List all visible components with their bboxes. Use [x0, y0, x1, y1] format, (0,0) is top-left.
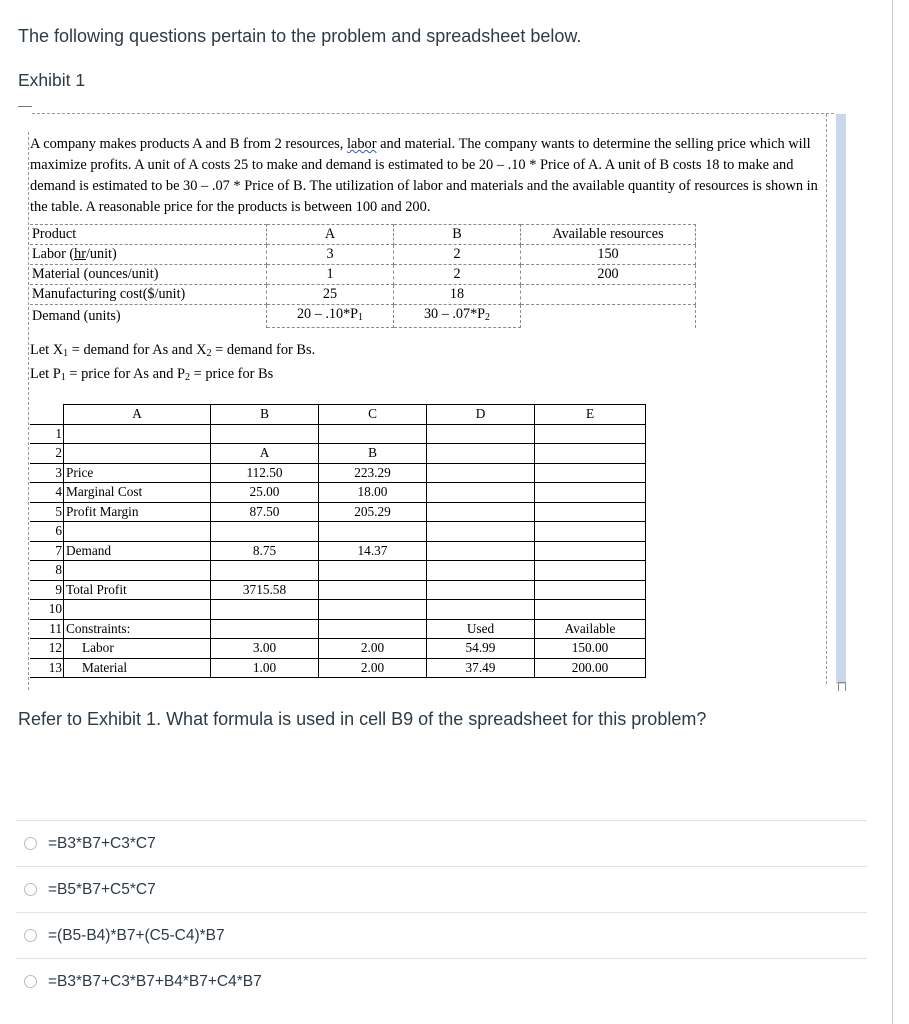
intro-text: The following questions pertain to the problem and spreadsheet below.: [18, 26, 582, 46]
answer-list: [16, 820, 867, 1004]
spreadsheet-row: [30, 619, 646, 639]
spreadsheet-row: [30, 444, 646, 464]
cell: [319, 580, 427, 600]
cell: 1.00: [211, 658, 319, 678]
cell: [535, 483, 646, 503]
cell: Labor: [64, 639, 211, 659]
cell: [64, 561, 211, 581]
radio-button-icon[interactable]: [24, 837, 37, 850]
cell: [427, 580, 535, 600]
let-line-p: [30, 366, 273, 383]
problem-text-after: and material. The company wants to determine the selling price which will maximize profits. A unit of A costs 25 to make and demand is estimated to be 20 – .10 * Price of A. A unit of B costs 18 to make and demand is estimated to be 30 – .07 * Price of B. The utilization of labor and materials and the available quantity of resources is shown in the table. A reasonable price for the products is between 100 and 200.: [30, 136, 818, 215]
demand-b-subscript: 2: [485, 312, 491, 323]
cell: 112.50: [211, 463, 319, 483]
cell: [319, 522, 427, 542]
let-text: Let X: [30, 342, 64, 358]
cell: [211, 561, 319, 581]
resource-cell: [521, 305, 696, 328]
resource-cell: Labor (hr/unit): [30, 245, 267, 265]
row-number: 13: [30, 658, 64, 678]
resource-cell: Demand (units): [30, 305, 267, 328]
resource-row-material: [30, 265, 696, 285]
cell: Profit Margin: [64, 502, 211, 522]
cell: Used: [427, 619, 535, 639]
row-number: 10: [30, 600, 64, 620]
cell: [319, 619, 427, 639]
let-sub: 1: [63, 348, 69, 359]
resource-cell: 2: [394, 245, 521, 265]
cell: 87.50: [211, 502, 319, 522]
cell: [427, 463, 535, 483]
spreadsheet-row: [30, 580, 646, 600]
radio-button-icon[interactable]: [24, 929, 37, 942]
cell: [427, 561, 535, 581]
problem-labor-word: labor: [346, 136, 377, 152]
radio-button-icon[interactable]: [24, 883, 37, 896]
cell: [535, 502, 646, 522]
row-number: 8: [30, 561, 64, 581]
spreadsheet-row: [30, 658, 646, 678]
cell: [427, 483, 535, 503]
column-header: C: [319, 405, 427, 425]
row-number: 12: [30, 639, 64, 659]
resource-cell-demand-a: [267, 305, 394, 328]
answer-label[interactable]: =B5*B7+C5*C7: [48, 880, 156, 898]
column-header: E: [535, 405, 646, 425]
resource-header-cell: Product: [30, 225, 267, 245]
resource-cell: 3: [267, 245, 394, 265]
let-sub: 2: [206, 348, 212, 359]
cell: [64, 522, 211, 542]
cell: 14.37: [319, 541, 427, 561]
exhibit-scroll-strip[interactable]: [836, 114, 846, 684]
resource-cell: 1: [267, 265, 394, 285]
cell: [427, 444, 535, 464]
resource-cell: [521, 285, 696, 305]
resource-cell: Material (ounces/unit): [30, 265, 267, 285]
let-text: = demand for As and X: [68, 342, 207, 358]
let-text: = price for Bs: [190, 366, 274, 382]
resource-table-header: [30, 225, 696, 245]
let-text: = price for As and P: [65, 366, 186, 382]
cell: Price: [64, 463, 211, 483]
row-number: 2: [30, 444, 64, 464]
let-text: Let P: [30, 366, 61, 382]
resource-cell: 200: [521, 265, 696, 285]
resource-row-labor: [30, 245, 696, 265]
column-header: B: [211, 405, 319, 425]
cell: [535, 600, 646, 620]
resource-row-demand: [30, 305, 696, 328]
demand-a-text: 20 – .10*P: [296, 306, 359, 322]
spreadsheet-header-row: [30, 405, 646, 425]
row-number: 6: [30, 522, 64, 542]
spreadsheet-row: [30, 463, 646, 483]
cell: [64, 600, 211, 620]
cell: [535, 424, 646, 444]
corner-cell: [30, 405, 64, 425]
answer-option[interactable]: [16, 866, 867, 912]
cell: [64, 424, 211, 444]
exhibit-image: [18, 106, 848, 690]
cell: [427, 424, 535, 444]
let-text: = demand for Bs.: [211, 342, 316, 358]
cell: [427, 522, 535, 542]
cell: Constraints:: [64, 619, 211, 639]
resource-cell-demand-b: [394, 305, 521, 328]
row-number: 5: [30, 502, 64, 522]
cell: Available: [535, 619, 646, 639]
cell: [211, 522, 319, 542]
cell: [535, 444, 646, 464]
problem-statement: [30, 134, 830, 218]
demand-b-text: 30 – .07*P: [423, 306, 486, 322]
row-number: 4: [30, 483, 64, 503]
cell: 200.00: [535, 658, 646, 678]
cell: 223.29: [319, 463, 427, 483]
column-header: D: [427, 405, 535, 425]
spreadsheet-row: [30, 502, 646, 522]
resize-handle-icon[interactable]: [838, 682, 846, 691]
page-right-border: [892, 0, 893, 1024]
cell: [427, 600, 535, 620]
row-number: 7: [30, 541, 64, 561]
cell: Material: [64, 658, 211, 678]
cell: B: [319, 444, 427, 464]
row-number: 3: [30, 463, 64, 483]
cell: [319, 600, 427, 620]
cell: [319, 424, 427, 444]
exhibit-left-border: [28, 132, 29, 690]
cell: [427, 541, 535, 561]
cell: A: [211, 444, 319, 464]
cell: [427, 502, 535, 522]
resource-cell: 25: [267, 285, 394, 305]
exhibit-top-border: [32, 113, 834, 114]
demand-a-subscript: 1: [358, 312, 364, 323]
cell: 37.49: [427, 658, 535, 678]
resource-cell: 18: [394, 285, 521, 305]
cell: [535, 522, 646, 542]
row-number: 1: [30, 424, 64, 444]
resource-header-cell: A: [267, 225, 394, 245]
row-number: 11: [30, 619, 64, 639]
exhibit-title: Exhibit 1: [18, 70, 86, 90]
cell: [535, 541, 646, 561]
exhibit-corner-mark: [18, 106, 32, 113]
let-sub: 2: [185, 372, 191, 383]
spreadsheet-row: [30, 561, 646, 581]
problem-text-before: A company makes products A and B from 2 resources,: [30, 136, 347, 152]
cell: 18.00: [319, 483, 427, 503]
resource-cell: 150: [521, 245, 696, 265]
column-header: A: [64, 405, 211, 425]
spreadsheet-row: [30, 600, 646, 620]
cell: 2.00: [319, 658, 427, 678]
answer-option[interactable]: [16, 912, 867, 958]
question-text: Refer to Exhibit 1. What formula is used in cell B9 of the spreadsheet for this problem?: [18, 709, 707, 729]
spreadsheet-row: [30, 541, 646, 561]
labor-unit-hr: hr: [74, 246, 86, 262]
answer-label[interactable]: =B3*B7+C3*C7: [48, 834, 156, 852]
cell: [64, 444, 211, 464]
cell: 3.00: [211, 639, 319, 659]
resource-table: [30, 224, 696, 328]
spreadsheet-row: [30, 639, 646, 659]
spreadsheet: [30, 404, 646, 678]
cell: 3715.58: [211, 580, 319, 600]
cell: [319, 561, 427, 581]
cell: 25.00: [211, 483, 319, 503]
answer-label[interactable]: =(B5-B4)*B7+(C5-C4)*B7: [48, 926, 225, 944]
resource-cell: 2: [394, 265, 521, 285]
let-line-x: [30, 342, 315, 359]
resource-cell: Manufacturing cost($/unit): [30, 285, 267, 305]
resource-header-cell: Available resources: [521, 225, 696, 245]
cell: 205.29: [319, 502, 427, 522]
cell: Marginal Cost: [64, 483, 211, 503]
cell: Total Profit: [64, 580, 211, 600]
answer-option[interactable]: [16, 958, 867, 1004]
cell: [211, 424, 319, 444]
cell: [535, 580, 646, 600]
cell: 2.00: [319, 639, 427, 659]
spreadsheet-row: [30, 483, 646, 503]
cell: [535, 463, 646, 483]
row-number: 9: [30, 580, 64, 600]
cell: 8.75: [211, 541, 319, 561]
resource-header-cell: B: [394, 225, 521, 245]
cell: 150.00: [535, 639, 646, 659]
resource-row-manufacturing: [30, 285, 696, 305]
cell: 54.99: [427, 639, 535, 659]
radio-button-icon[interactable]: [24, 975, 37, 988]
cell: Demand: [64, 541, 211, 561]
answer-option[interactable]: [16, 820, 867, 866]
let-sub: 1: [60, 372, 66, 383]
cell: [211, 600, 319, 620]
cell: [535, 561, 646, 581]
spreadsheet-row: [30, 424, 646, 444]
spreadsheet-row: [30, 522, 646, 542]
answer-label[interactable]: =B3*B7+C3*B7+B4*B7+C4*B7: [48, 972, 262, 990]
cell: [211, 619, 319, 639]
